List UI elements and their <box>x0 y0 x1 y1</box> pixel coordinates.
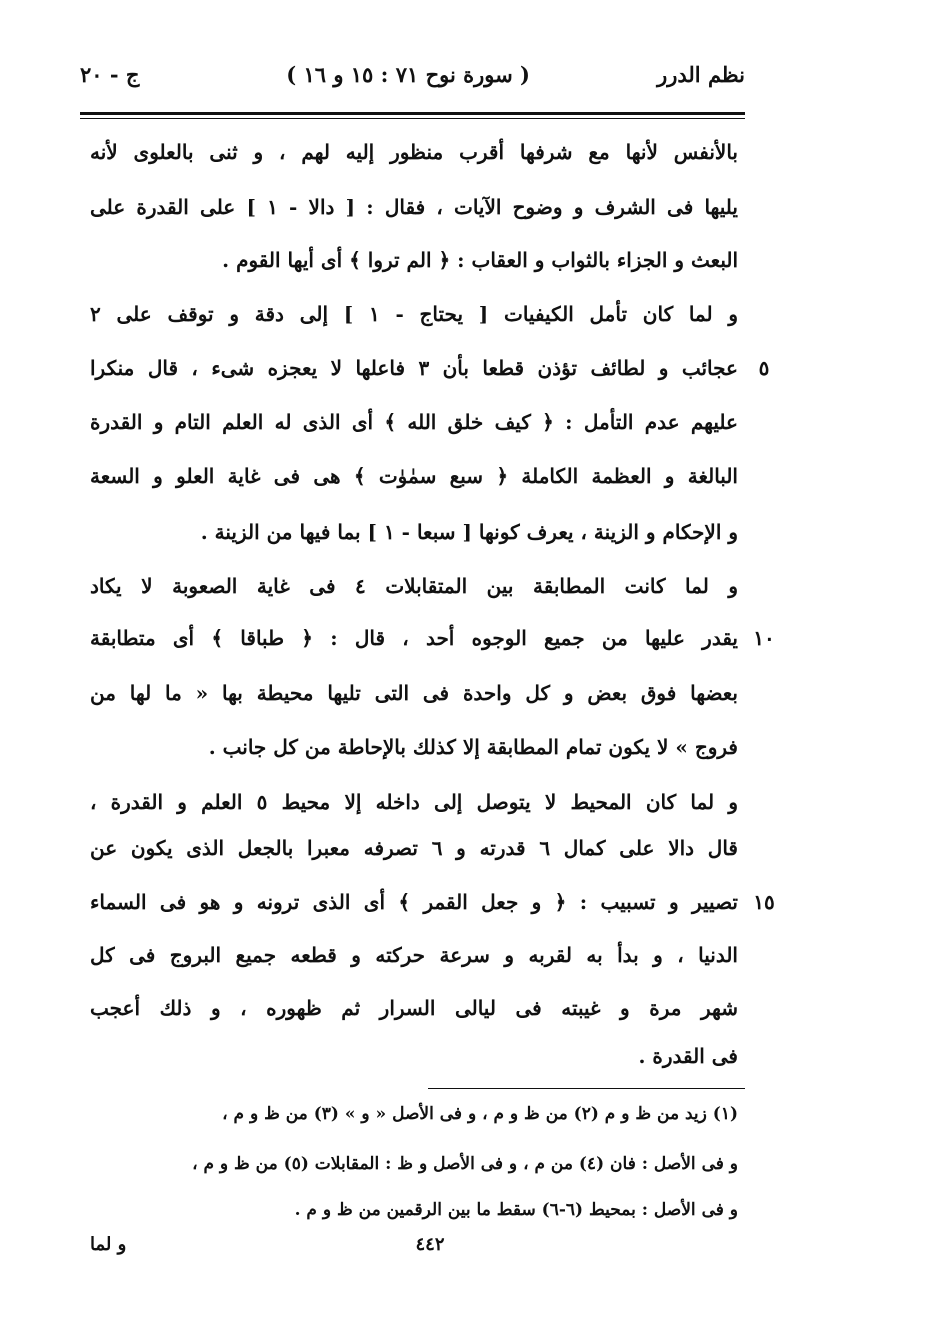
body-line: عجائب و لطائف تؤذن قطعا بأن ٣ فاعلها لا يعجزه شىء ، قال منكرا <box>90 356 738 380</box>
running-header <box>80 62 745 102</box>
body-line: فروج » لا يكون تمام المطابقة إلا كذلك بالإحاطة من كل جانب . <box>208 735 738 759</box>
body-line: فى القدرة . <box>638 1044 738 1068</box>
body-line: و لما كان المحيط لا يتوصل إلى داخله إلا محيط ٥ العلم و القدرة ، <box>90 790 738 814</box>
body-line: البالغة و العظمة الكاملة ﴿ سبع سمٰوٰت ﴾ هى فى غاية العلو و السعة <box>90 464 738 488</box>
line-number-5: ٥ <box>758 356 770 380</box>
body-line: تصيير و تسبيب : ﴿ و جعل القمر ﴾ أى الذى ترونه و هو فى السماء <box>90 890 738 914</box>
body-line: يقدر عليها من جميع الوجوه أحد ، قال : ﴿ طباقا ﴾ أى متطابقة <box>90 626 738 650</box>
body-line: قال دالا على كمال ٦ قدرته و ٦ تصرفه معبرا بالجعل الذى يكون عن <box>90 836 738 860</box>
footnote-line: و فى الأصل : بمحيط (٦-٦) سقط ما بين الرقمين من ظ و م . <box>294 1200 738 1220</box>
line-number-10: ١٠ <box>753 626 775 650</box>
body-line: بعضها فوق بعض و كل واحدة فى التى تليها محيطة بها « ما لها من <box>90 681 738 705</box>
header-rule-thin <box>80 118 745 119</box>
body-line: بالأنفس لأنها مع شرفها أقرب منظور إليه لهم ، و ثنى بالعلوى لأنه <box>90 140 738 164</box>
footnote-line: (١) زيد من ظ و م (٢) من ظ و م ، و فى الأصل « و » (٣) من ظ و م ، <box>222 1104 738 1124</box>
volume-label: ج - ٢٠ <box>80 62 140 87</box>
body-line: البعث و الجزاء بالثواب و العقاب : ﴿ الم تروا ﴾ أى أيها القوم . <box>222 248 738 272</box>
body-line: و الإحكام و الزينة ، يعرف كونها [ سبعا - ١ ] بما فيها من الزينة . <box>200 520 738 544</box>
page-number: ٤٤٢ <box>415 1234 445 1255</box>
catchword: و لما <box>90 1234 127 1255</box>
body-line: الدنيا ، و بدأ به لقربه و سرعة حركته و قطعه جميع البروج فى كل <box>90 943 738 967</box>
sura-reference: ( سورة نوح ٧١ : ١٥ و ١٦ ) <box>286 62 530 87</box>
body-line: و لما كان تأمل الكيفيات [ يحتاج - ١ ] إلى دقة و توقف على ٢ <box>90 302 738 326</box>
body-line: يليها فى الشرف و وضوح الآيات ، فقال : [ دالا - ١ ] على القدرة على <box>90 195 738 219</box>
footnote-rule <box>428 1088 745 1089</box>
header-rule-thick <box>80 112 745 115</box>
footnote-line: و فى الأصل : فان (٤) من م ، و فى الأصل و ظ : المقابلات (٥) من ظ و م ، <box>192 1154 738 1174</box>
body-line: شهر مرة و غيبته فى ليالى السرار ثم ظهوره ، و ذلك أعجب <box>90 996 738 1020</box>
body-line: عليهم عدم التأمل : ﴿ كيف خلق الله ﴾ أى الذى له العلم التام و القدرة <box>90 410 738 434</box>
book-title: نظم الدرر <box>657 62 745 87</box>
line-number-15: ١٥ <box>753 890 775 914</box>
body-line: و لما كانت المطابقة بين المتقابلات ٤ فى غاية الصعوبة لا يكاد <box>90 574 738 598</box>
